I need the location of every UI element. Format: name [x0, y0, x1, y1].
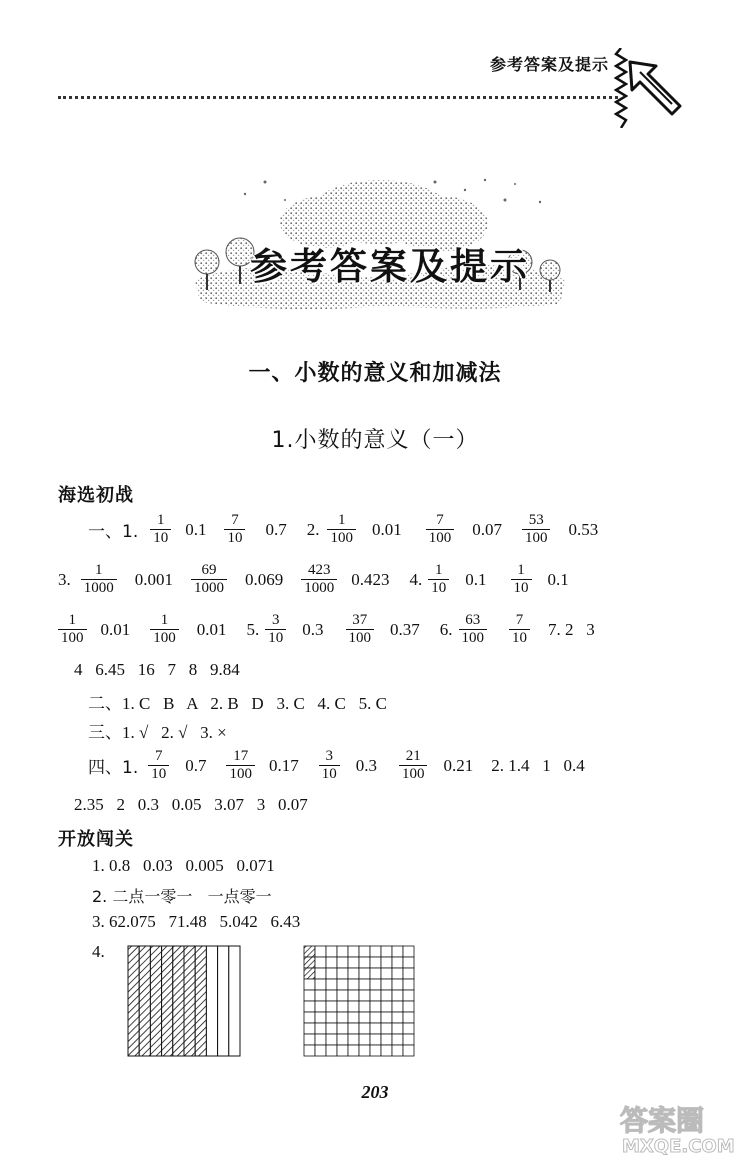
shaded-strip: [195, 946, 206, 1056]
grid-cell: [392, 946, 403, 957]
denominator: 100: [346, 629, 375, 647]
watermark-logo: [618, 1100, 746, 1156]
grid-cell: [370, 1023, 381, 1034]
answer-line-san: 三、1. √ 2. √ 3. ×: [88, 723, 227, 742]
numerator: 3: [272, 612, 280, 628]
grid-cell: [348, 979, 359, 990]
grid-cell: [392, 1001, 403, 1012]
decimal-value: 0.1: [547, 569, 569, 589]
grid-cell: [337, 979, 348, 990]
grid-cell: [370, 990, 381, 1001]
answer-line-si: [88, 748, 585, 783]
numerator: 1: [160, 612, 169, 628]
decimal-value: 0.3: [355, 755, 377, 775]
grid-cell: [326, 968, 337, 979]
decimal-value: 0.3: [302, 619, 324, 639]
grid-cell: [392, 990, 403, 1001]
grid-cell: [326, 946, 337, 957]
grid-cell: [337, 990, 348, 1001]
grid-cell: [304, 990, 315, 1001]
denominator: 100: [58, 629, 87, 647]
numerator: 3: [325, 748, 333, 764]
grid-cell: [348, 1034, 359, 1045]
grid-cell: [359, 1001, 370, 1012]
fraction: [428, 562, 449, 597]
denominator: 100: [150, 629, 179, 647]
grid-cell: [392, 1023, 403, 1034]
grid-cell: [370, 957, 381, 968]
shaded-strip: [162, 946, 173, 1056]
numerator: 53: [528, 512, 544, 528]
answer-line-1: [88, 512, 598, 547]
shaded-cell: [304, 946, 315, 957]
page-number: 203: [361, 1082, 389, 1102]
fraction: [226, 748, 255, 783]
denominator: 100: [327, 529, 356, 547]
grid-cell: [326, 979, 337, 990]
answer-text: 2. 1.4 1 0.4: [491, 755, 585, 775]
kaifang-line-4-label: 4.: [92, 942, 105, 961]
grid-cell: [326, 1001, 337, 1012]
decimal-value: 0.7: [265, 519, 287, 539]
grid-cell: [403, 957, 414, 968]
denominator: 1000: [81, 579, 117, 597]
watermark-line-1: 答案圈: [620, 1104, 705, 1137]
numerator: 7: [515, 612, 524, 628]
grid-cell: [315, 946, 326, 957]
numerator: 17: [233, 748, 249, 764]
fraction: [265, 612, 286, 647]
decimal-value: 0.423: [351, 569, 390, 589]
shaded-strip: [184, 946, 195, 1056]
item-label: 四、1.: [88, 758, 139, 778]
shaded-strip: [173, 946, 184, 1056]
grid-cell: [315, 990, 326, 1001]
denominator: 10: [224, 529, 245, 547]
shaded-cell: [304, 968, 315, 979]
item-label: 一、1.: [88, 522, 139, 542]
grid-cell: [326, 1045, 337, 1056]
grid-cell: [381, 1034, 392, 1045]
empty-strip: [206, 946, 217, 1056]
denominator: 100: [226, 765, 255, 783]
fraction: [150, 512, 171, 547]
fraction: [191, 562, 227, 597]
banner-title: 参考答案及提示: [250, 245, 530, 288]
grid-cell: [348, 968, 359, 979]
answer-line-si-2: 2.35 2 0.3 0.05 3.07 3 0.07: [74, 795, 308, 814]
denominator: 1000: [301, 579, 337, 597]
grid-cell: [381, 1012, 392, 1023]
grid-diagram: [302, 944, 416, 1058]
grid-cell: [337, 1001, 348, 1012]
fraction: [509, 612, 530, 647]
numerator: 1: [435, 562, 443, 578]
fraction: [522, 512, 551, 547]
fraction: [511, 562, 532, 597]
kaifang-line-3: 3. 62.075 71.48 5.042 6.43: [92, 912, 301, 931]
fraction: [301, 562, 337, 597]
grid-cell: [359, 946, 370, 957]
item-label: 2.: [306, 519, 320, 539]
grid-cell: [315, 968, 326, 979]
denominator: 100: [399, 765, 428, 783]
grid-cell: [392, 1034, 403, 1045]
lesson-title: 1.小数的意义（一）: [271, 428, 479, 453]
grid-cell: [304, 1023, 315, 1034]
fraction: [319, 748, 340, 783]
grid-cell: [348, 1001, 359, 1012]
grid-cell: [403, 1012, 414, 1023]
grid-cell: [381, 946, 392, 957]
grid-cell: [326, 957, 337, 968]
grid-cell: [370, 968, 381, 979]
grid-cell: [304, 1034, 315, 1045]
fraction: [346, 612, 375, 647]
denominator: 10: [428, 579, 449, 597]
grid-cell: [403, 946, 414, 957]
shaded-strip: [128, 946, 139, 1056]
item-label: 4.: [409, 569, 423, 589]
grid-cell: [304, 1045, 315, 1056]
grid-cell: [304, 979, 315, 990]
grid-cell: [337, 968, 348, 979]
grid-cell: [337, 957, 348, 968]
decimal-value: 0.1: [465, 569, 487, 589]
grid-cell: [403, 979, 414, 990]
grid-cell: [304, 1012, 315, 1023]
grid-cell: [370, 1001, 381, 1012]
grid-cell: [392, 968, 403, 979]
numerator: 423: [308, 562, 331, 578]
denominator: 10: [265, 629, 286, 647]
numerator: 7: [231, 512, 239, 528]
answer-line-3: [58, 612, 595, 647]
grid-cell: [381, 957, 392, 968]
grid-cell: [315, 1001, 326, 1012]
answer-line-4: 4 6.45 16 7 8 9.84: [74, 660, 240, 679]
item-label: 3.: [58, 569, 71, 589]
denominator: 10: [319, 765, 340, 783]
arrow-up-left-icon: [626, 58, 684, 120]
answer-text: 7. 2 3: [548, 619, 595, 639]
decimal-value: 0.7: [185, 755, 207, 775]
answer-line-er: 二、1. C B A 2. B D 3. C 4. C 5. C: [88, 694, 387, 713]
grid-cell: [315, 1023, 326, 1034]
item-label: 5.: [246, 619, 260, 639]
numerator: 7: [154, 748, 163, 764]
decimal-value: 0.01: [100, 619, 131, 639]
grid-cell: [403, 1023, 414, 1034]
decimal-value: 0.37: [390, 619, 420, 639]
numerator: 37: [352, 612, 368, 628]
grid-cell: [359, 990, 370, 1001]
grid-cell: [359, 979, 370, 990]
running-header-title: 参考答案及提示: [490, 55, 610, 74]
grid-cell: [326, 1034, 337, 1045]
denominator: 1000: [191, 579, 227, 597]
grid-cell: [359, 1023, 370, 1034]
decimal-value: 0.53: [568, 519, 599, 539]
item-label: 6.: [439, 619, 453, 639]
denominator: 100: [459, 629, 488, 647]
numerator: 1: [337, 512, 346, 528]
grid-cell: [370, 946, 381, 957]
grid-cell: [370, 1012, 381, 1023]
grid-cell: [403, 1034, 414, 1045]
grid-cell: [370, 1034, 381, 1045]
grid-cell: [403, 968, 414, 979]
decimal-value: 0.21: [443, 755, 474, 775]
section-kaifang-title: 开放闯关: [58, 829, 134, 850]
grid-cell: [392, 957, 403, 968]
denominator: 10: [509, 629, 530, 647]
shaded-cell: [304, 957, 315, 968]
strip-diagram: [126, 944, 242, 1058]
grid-cell: [326, 990, 337, 1001]
decimal-value: 0.01: [371, 519, 402, 539]
grid-cell: [392, 1012, 403, 1023]
numerator: 1: [156, 512, 165, 528]
grid-cell: [403, 1001, 414, 1012]
decimal-value: 0.17: [268, 755, 299, 775]
section-haixuan-title: 海选初战: [58, 485, 134, 506]
grid-cell: [392, 1045, 403, 1056]
fraction: [81, 562, 117, 597]
numerator: 63: [465, 612, 481, 628]
decimal-value: 0.069: [245, 569, 284, 589]
fraction: [399, 748, 428, 783]
grid-cell: [359, 1034, 370, 1045]
grid-cell: [381, 1045, 392, 1056]
grid-cell: [403, 990, 414, 1001]
watermark-line-2: MXQE.COM: [622, 1136, 735, 1156]
fraction: [327, 512, 356, 547]
numerator: 1: [68, 612, 76, 628]
numerator: 1: [517, 562, 525, 578]
fraction: [224, 512, 245, 547]
denominator: 10: [148, 765, 169, 783]
grid-cell: [370, 979, 381, 990]
grid-cell: [348, 946, 359, 957]
grid-cell: [337, 1023, 348, 1034]
shaded-strip: [150, 946, 161, 1056]
grid-cell: [359, 1012, 370, 1023]
grid-cell: [381, 979, 392, 990]
grid-cell: [337, 1012, 348, 1023]
denominator: 100: [522, 529, 551, 547]
grid-cell: [304, 1001, 315, 1012]
denominator: 10: [511, 579, 532, 597]
shaded-strip: [139, 946, 150, 1056]
grid-cell: [348, 957, 359, 968]
grid-cell: [403, 1045, 414, 1056]
grid-cell: [392, 979, 403, 990]
grid-cell: [315, 1012, 326, 1023]
grid-cell: [326, 1012, 337, 1023]
grid-cell: [348, 1023, 359, 1034]
fraction: [150, 612, 179, 647]
fraction: [148, 748, 169, 783]
decimal-value: 0.001: [134, 569, 173, 589]
header-dotted-rule: [58, 96, 618, 99]
grid-cell: [348, 990, 359, 1001]
grid-cell: [315, 979, 326, 990]
kaifang-line-2: 2. 二点一零一 一点零一: [92, 887, 272, 906]
grid-cell: [359, 1045, 370, 1056]
numerator: 7: [436, 512, 444, 528]
numerator: 21: [405, 748, 421, 764]
grid-cell: [359, 957, 370, 968]
grid-cell: [337, 946, 348, 957]
grid-cell: [370, 1045, 381, 1056]
decimal-value: 0.1: [185, 519, 207, 539]
numerator: 1: [95, 562, 103, 578]
empty-strip: [229, 946, 240, 1056]
grid-cell: [381, 990, 392, 1001]
grid-cell: [315, 1034, 326, 1045]
denominator: 10: [150, 529, 171, 547]
denominator: 100: [426, 529, 455, 547]
grid-cell: [348, 1045, 359, 1056]
grid-cell: [359, 968, 370, 979]
grid-cell: [381, 1001, 392, 1012]
grid-cell: [348, 1012, 359, 1023]
grid-cell: [381, 1023, 392, 1034]
grid-cell: [315, 1045, 326, 1056]
grid-cell: [326, 1023, 337, 1034]
grid-cell: [337, 1045, 348, 1056]
decimal-value: 0.07: [472, 519, 502, 539]
kaifang-line-1: 1. 0.8 0.03 0.005 0.071: [92, 856, 275, 875]
numerator: 69: [201, 562, 217, 578]
fraction: [426, 512, 455, 547]
grid-cell: [381, 968, 392, 979]
chapter-title: 一、小数的意义和加减法: [248, 361, 502, 386]
answer-line-2: [58, 562, 569, 597]
empty-strip: [218, 946, 229, 1056]
decimal-value: 0.01: [196, 619, 227, 639]
fraction: [459, 612, 488, 647]
grid-cell: [315, 957, 326, 968]
fraction: [58, 612, 87, 647]
grid-cell: [337, 1034, 348, 1045]
